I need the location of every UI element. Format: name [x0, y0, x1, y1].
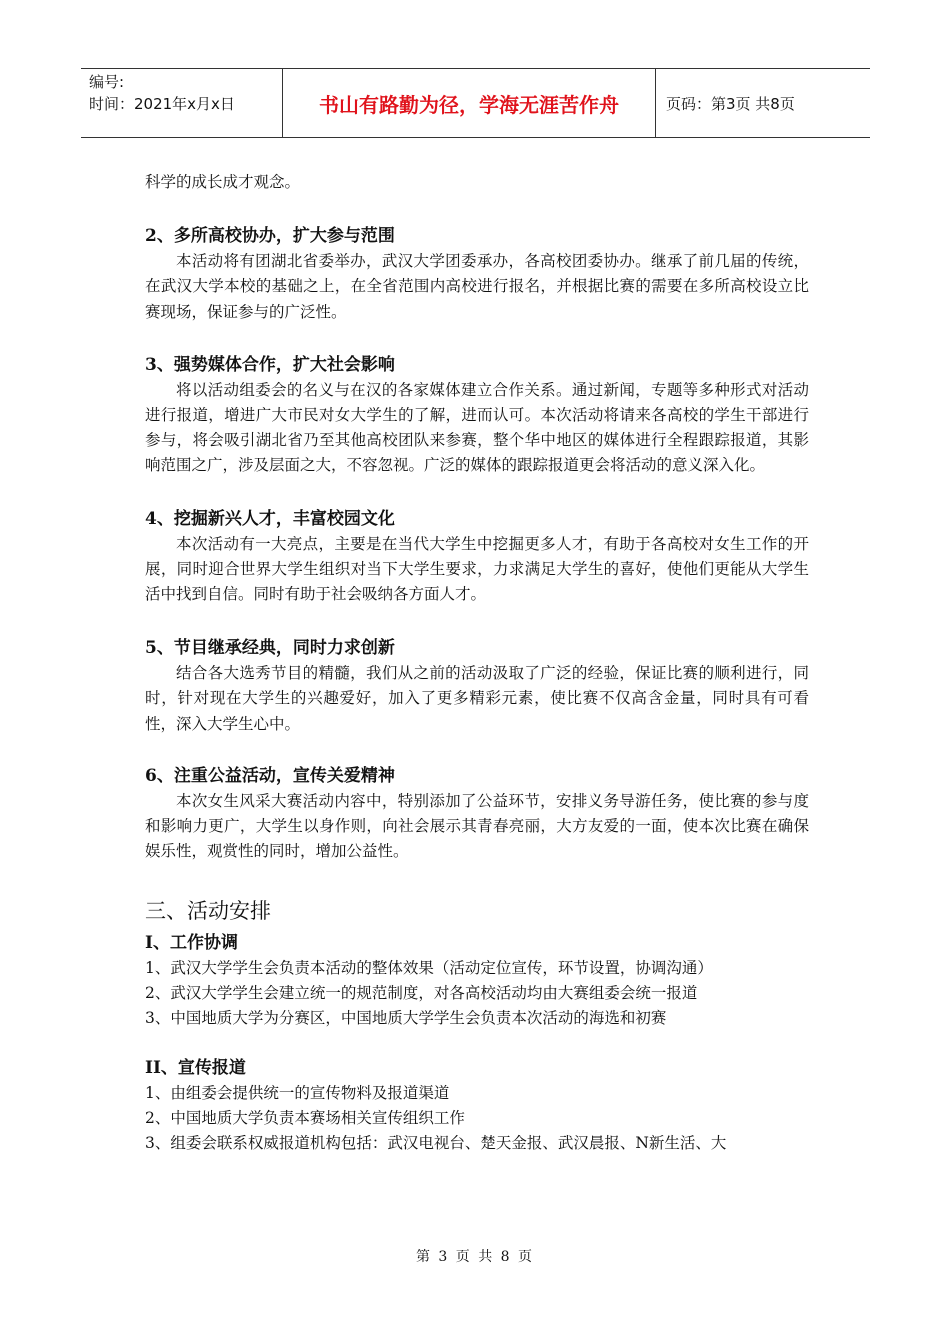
- list-item: 2、中国地质大学负责本赛场相关宣传组织工作: [145, 1109, 465, 1128]
- point-body-3: 将以活动组委会的名义与在汉的各家媒体建立合作关系。通过新闻，专题等多种形式对活动进行报道，增进广大市民对女大学生的了解，进而认可。本次活动将请来各高校的学生干部进行参与，将会吸引湖北省乃至其他高校团队来参赛，整个华中地区的媒体进行全程跟踪报道，其影响范围之广，涉及层面之大，不容忽视。广泛的媒体的跟踪报道更会将活动的意义深入化。: [145, 380, 809, 475]
- point-title-2: 2、多所高校协办，扩大参与范围: [145, 226, 395, 247]
- header-meta: [81, 69, 283, 137]
- point-title-3: 3、强势媒体合作，扩大社会影响: [145, 354, 395, 375]
- date-label: 时间：2021年x月x日: [89, 95, 235, 113]
- list-item: 1、由组委会提供统一的宣传物料及报道渠道: [145, 1084, 450, 1103]
- subsection-list-2: [145, 1081, 809, 1156]
- header-page-info: 页码：第3页 共8页: [666, 94, 795, 113]
- code-label: 编号:: [89, 73, 125, 91]
- intro-tail: 科学的成长成才观念。: [145, 173, 301, 191]
- point-body-5: 结合各大选秀节目的精髓，我们从之前的活动汲取了广泛的经验，保证比赛的顺利进行，同时，针对现在大学生的兴趣爱好，加入了更多精彩元素，使比赛不仅高含金量，同时具有可看性，深入大学生心中。: [145, 664, 809, 733]
- list-item: 2、武汉大学学生会建立统一的规范制度，对各高校活动均由大赛组委会统一报道: [145, 984, 698, 1003]
- point-body-2: 本活动将有团湖北省委举办，武汉大学团委承办，各高校团委协办。继承了前几届的传统，在武汉大学本校的基础之上，在全省范围内高校进行报名，并根据比赛的需要在多所高校设立比赛现场，保证参与的广泛性。: [145, 252, 809, 321]
- header-motto: 书山有路勤为径，学海无涯苦作舟: [283, 69, 656, 137]
- list-item: 3、组委会联系权威报道机构包括：武汉电视台、楚天金报、武汉晨报、N新生活、大: [145, 1134, 727, 1153]
- point-title-4: 4、挖掘新兴人才，丰富校园文化: [145, 508, 395, 529]
- subsection-title-2: II、宣传报道: [145, 1058, 246, 1079]
- point-body-6: 本次女生风采大赛活动内容中，特别添加了公益环节，安排义务导游任务，使比赛的参与度和影响力更广，大学生以身作则，向社会展示其青春亮丽，大方友爱的一面，使本次比赛在确保娱乐性，观赏性的同时，增加公益性。: [145, 791, 809, 861]
- subsection-list-1: [145, 956, 809, 1031]
- point-title-5: 5、节目继承经典，同时力求创新: [145, 638, 395, 659]
- section-title: 三、活动安排: [145, 899, 271, 924]
- subsection-title-1: I、工作协调: [145, 933, 238, 954]
- document-header: [81, 68, 870, 138]
- page-footer: 第 3 页 共 8 页: [415, 1249, 535, 1265]
- document-body: [145, 170, 809, 1156]
- point-title-6: 6、注重公益活动，宣传关爱精神: [145, 765, 395, 786]
- list-item: 3、中国地质大学为分赛区，中国地质大学学生会负责本次活动的海选和初赛: [145, 1009, 667, 1028]
- point-body-4: 本次活动有一大亮点，主要是在当代大学生中挖掘更多人才，有助于各高校对女生工作的开展，同时迎合世界大学生组织对当下大学生要求，力求满足大学生的喜好，使他们更能从大学生活中找到自信。同时有助于社会吸纳各方面人才。: [145, 534, 809, 604]
- list-item: 1、武汉大学学生会负责本活动的整体效果（活动定位宣传，环节设置，协调沟通）: [145, 959, 713, 978]
